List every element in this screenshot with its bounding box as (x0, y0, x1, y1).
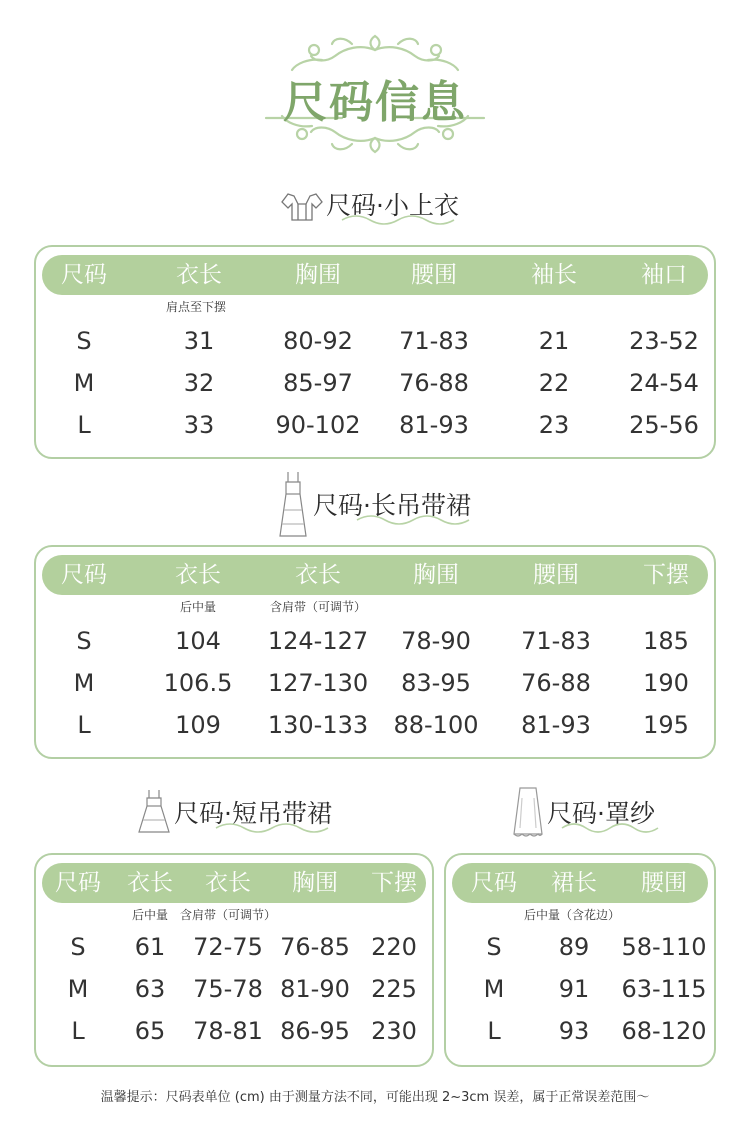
section-title-veil: 尺码·罩纱 (547, 799, 655, 828)
size-table-long-dress (34, 545, 716, 759)
table-cell: 32 (183, 369, 215, 397)
table-cell: 185 (643, 627, 689, 655)
swirl-divider-icon (560, 820, 660, 836)
table-cell: 127-130 (267, 669, 369, 697)
table-cell: 195 (643, 711, 689, 739)
table-cell: 23-52 (629, 327, 699, 355)
column-header: 衣长 (205, 870, 251, 896)
table-cell: 76-88 (521, 669, 591, 697)
table-cell: 61 (134, 933, 166, 961)
swirl-divider-icon (355, 512, 475, 528)
long-dress-icon (276, 470, 310, 540)
table-cell: S (486, 933, 502, 961)
table-cell: 81-93 (521, 711, 591, 739)
table-cell: 89 (558, 933, 590, 961)
table-cell: S (70, 933, 86, 961)
table-cell: 230 (371, 1017, 417, 1045)
table-cell: 124-127 (267, 627, 369, 655)
column-header: 下摆 (371, 870, 417, 896)
column-header: 腰围 (411, 262, 457, 288)
table-cell: 81-90 (280, 975, 350, 1003)
size-table-veil (444, 853, 716, 1067)
page-title: 尺码信息 (283, 77, 467, 128)
column-header: 衣长 (176, 262, 222, 288)
table-cell: M (73, 669, 95, 697)
column-header: 袖长 (531, 262, 577, 288)
table-cell: 83-95 (401, 669, 471, 697)
table-cell: 109 (175, 711, 221, 739)
table-cell: 80-92 (283, 327, 353, 355)
table-cell: 91 (558, 975, 590, 1003)
table-cell: 78-81 (193, 1017, 263, 1045)
column-header: 腰围 (533, 562, 579, 588)
column-header: 衣长 (295, 562, 341, 588)
column-header: 尺码 (471, 870, 517, 896)
table-cell: 130-133 (267, 711, 369, 739)
table-cell: M (67, 975, 89, 1003)
size-table-short-dress (34, 853, 434, 1067)
table-cell: 23 (538, 411, 570, 439)
table-cell: 25-56 (629, 411, 699, 439)
table-cell: 75-78 (193, 975, 263, 1003)
column-header: 腰围 (641, 870, 687, 896)
table-cell: 220 (371, 933, 417, 961)
table-cell: 90-102 (275, 411, 361, 439)
column-note: 含肩带（可调节） (179, 908, 276, 922)
table-cell: 72-75 (193, 933, 263, 961)
column-header: 胸围 (413, 562, 459, 588)
table-cell: 33 (183, 411, 215, 439)
column-header: 衣长 (127, 870, 173, 896)
footer-note: 温馨提示：尺码表单位 (cm) 由于测量方法不同，可能出现 2~3cm 误差，属于正常误差范围～ (100, 1090, 650, 1105)
column-header: 尺码 (61, 262, 107, 288)
table-cell: 76-85 (280, 933, 350, 961)
column-header: 尺码 (61, 562, 107, 588)
table-cell: 76-88 (399, 369, 469, 397)
section-title-top: 尺码·小上衣 (326, 191, 459, 220)
table-cell: L (77, 411, 91, 439)
table-cell: 81-93 (399, 411, 469, 439)
column-note: 后中量 (131, 908, 168, 922)
column-header: 下摆 (643, 562, 689, 588)
table-cell: 190 (643, 669, 689, 697)
section-title-long-dress: 尺码·长吊带裙 (313, 491, 471, 520)
table-cell: 63 (134, 975, 166, 1003)
size-table-top (34, 245, 716, 459)
table-cell: 86-95 (280, 1017, 350, 1045)
blouse-icon (280, 190, 324, 226)
table-cell: L (77, 711, 91, 739)
column-note: 后中量 (179, 600, 216, 614)
table-cell: 225 (371, 975, 417, 1003)
table-cell: 24-54 (629, 369, 699, 397)
table-cell: 71-83 (521, 627, 591, 655)
veil-skirt-icon (510, 784, 546, 840)
column-note: 含肩带（可调节） (269, 600, 366, 614)
page-header (0, 30, 750, 170)
table-cell: 65 (134, 1017, 166, 1045)
table-cell: 85-97 (283, 369, 353, 397)
swirl-divider-icon (214, 820, 334, 836)
table-cell: 22 (538, 369, 570, 397)
table-cell: 58-110 (621, 933, 707, 961)
table-cell: 93 (558, 1017, 590, 1045)
table-cell: 31 (183, 327, 215, 355)
table-cell: 106.5 (163, 669, 233, 697)
table-cell: L (487, 1017, 501, 1045)
section-title-short-dress: 尺码·短吊带裙 (174, 799, 332, 828)
table-cell: 63-115 (621, 975, 707, 1003)
table-cell: 71-83 (399, 327, 469, 355)
column-note: 后中量（含花边） (523, 908, 620, 922)
table-cell: 78-90 (401, 627, 471, 655)
column-header: 衣长 (175, 562, 221, 588)
table-cell: M (73, 369, 95, 397)
table-cell: 68-120 (621, 1017, 707, 1045)
table-cell: 21 (538, 327, 570, 355)
column-header: 尺码 (55, 870, 101, 896)
table-cell: 104 (175, 627, 221, 655)
column-header: 裙长 (551, 870, 597, 896)
table-cell: 88-100 (393, 711, 479, 739)
column-header: 胸围 (292, 870, 338, 896)
short-dress-icon (136, 788, 172, 836)
swirl-divider-icon (340, 212, 460, 228)
column-header: 胸围 (295, 262, 341, 288)
column-header: 袖口 (641, 262, 687, 288)
table-cell: M (483, 975, 505, 1003)
table-cell: S (76, 627, 92, 655)
column-note: 肩点至下摆 (165, 300, 226, 314)
table-cell: S (76, 327, 92, 355)
table-cell: L (71, 1017, 85, 1045)
